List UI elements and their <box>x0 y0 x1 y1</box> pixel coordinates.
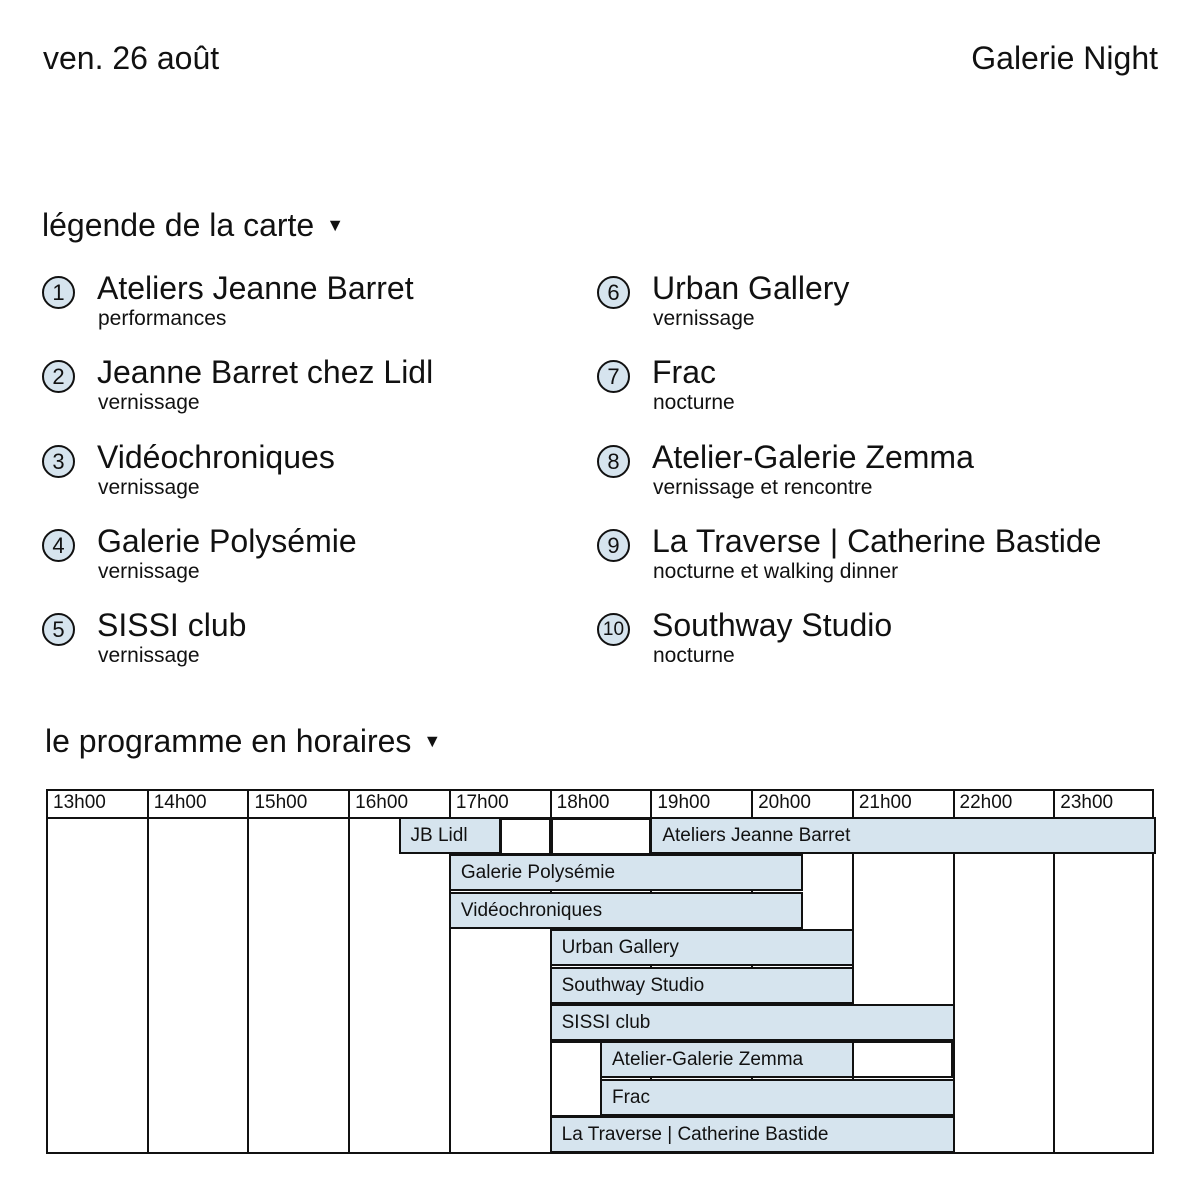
schedule-event-bar[interactable]: Ateliers Jeanne Barret <box>650 817 1156 854</box>
legend-venue-name: SISSI club <box>97 607 247 643</box>
legend-venue-name: Southway Studio <box>652 607 893 643</box>
legend-event-type: vernissage <box>653 307 755 330</box>
legend-heading-label: légende de la carte <box>42 207 315 243</box>
legend-event-type: vernissage <box>98 560 200 583</box>
legend-venue-name: Atelier-Galerie Zemma <box>652 439 974 475</box>
grid-vertical-line <box>348 789 350 1154</box>
legend-event-type: performances <box>98 307 227 330</box>
date-label: ven. 26 août <box>43 40 220 76</box>
schedule-heading[interactable] <box>45 723 441 760</box>
schedule-event-bar[interactable]: Southway Studio <box>550 967 854 1004</box>
empty-slot <box>550 1041 602 1117</box>
hour-label: 17h00 <box>455 792 509 813</box>
legend-event-type: vernissage et rencontre <box>653 476 873 499</box>
legend-number-badge: 7 <box>597 360 630 393</box>
legend-event-type: nocturne <box>653 644 735 667</box>
schedule-heading-label: le programme en horaires <box>45 723 412 759</box>
grid-vertical-line <box>247 789 249 1154</box>
hour-label: 20h00 <box>758 792 811 813</box>
legend-number-badge: 9 <box>597 529 630 562</box>
legend-number-badge: 10 <box>597 613 630 646</box>
empty-slot <box>551 818 652 855</box>
schedule-event-bar[interactable]: La Traverse | Catherine Bastide <box>550 1116 955 1153</box>
legend-venue-name: La Traverse | Catherine Bastide <box>652 523 1102 559</box>
hour-label: 16h00 <box>355 792 409 813</box>
legend-event-type: vernissage <box>98 644 200 667</box>
legend-number-badge: 8 <box>597 445 630 478</box>
hour-label: 21h00 <box>858 792 912 813</box>
grid-vertical-line <box>147 789 149 1154</box>
legend-event-type: nocturne <box>653 391 735 414</box>
schedule-event-bar[interactable]: SISSI club <box>550 1004 955 1041</box>
hour-label: 23h00 <box>1060 792 1114 813</box>
hour-label: 14h00 <box>153 792 207 813</box>
caret-down-icon: ▼ <box>326 215 345 235</box>
legend-number-badge: 2 <box>42 360 75 393</box>
schedule-event-bar[interactable]: Urban Gallery <box>550 929 854 966</box>
empty-slot <box>500 818 550 855</box>
legend-event-type: nocturne et walking dinner <box>653 560 899 583</box>
hour-label: 13h00 <box>53 792 106 813</box>
caret-down-icon: ▼ <box>423 731 442 751</box>
schedule-event-bar[interactable]: Atelier-Galerie Zemma <box>600 1041 854 1078</box>
event-title: Galerie Night <box>971 40 1158 76</box>
hour-label: 19h00 <box>657 792 711 813</box>
hour-label: 15h00 <box>254 792 308 813</box>
schedule-event-bar[interactable]: Galerie Polysémie <box>449 854 804 891</box>
legend-venue-name: Jeanne Barret chez Lidl <box>97 354 434 390</box>
legend-event-type: vernissage <box>98 476 200 499</box>
legend-number-badge: 3 <box>42 445 75 478</box>
grid-vertical-line <box>46 789 48 1154</box>
legend-heading[interactable] <box>42 207 344 244</box>
legend-venue-name: Urban Gallery <box>652 270 850 306</box>
hour-label: 18h00 <box>556 792 610 813</box>
legend-number-badge: 4 <box>42 529 75 562</box>
schedule-timetable <box>46 789 1154 1154</box>
schedule-event-bar[interactable]: Vidéochroniques <box>449 892 804 929</box>
legend-number-badge: 5 <box>42 613 75 646</box>
legend-venue-name: Vidéochroniques <box>97 439 335 475</box>
empty-slot <box>852 1041 953 1078</box>
legend-venue-name: Ateliers Jeanne Barret <box>97 270 414 306</box>
legend-number-badge: 1 <box>42 276 75 309</box>
legend-number-badge: 6 <box>597 276 630 309</box>
legend-venue-name: Frac <box>652 354 716 390</box>
schedule-event-bar[interactable]: Frac <box>600 1079 955 1116</box>
legend-event-type: vernissage <box>98 391 200 414</box>
schedule-event-bar[interactable]: JB Lidl <box>399 817 502 854</box>
hour-label: 22h00 <box>959 792 1013 813</box>
legend-venue-name: Galerie Polysémie <box>97 523 357 559</box>
